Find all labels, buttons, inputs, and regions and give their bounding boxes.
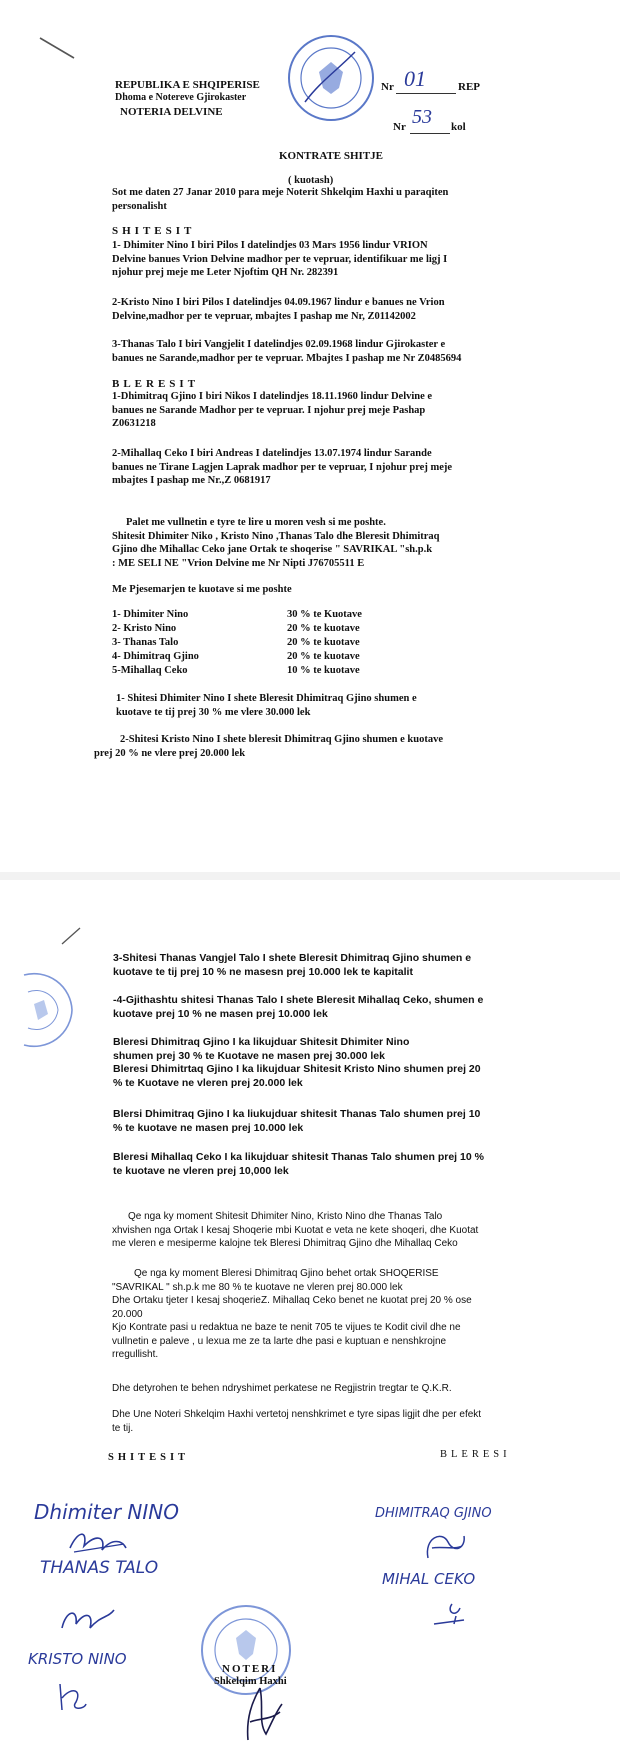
text-line: Shitesit Dhimiter Niko , Kristo Nino ,Thanas Talo dhe Bleresit Dhimitraq — [112, 530, 440, 542]
text-line: kuotave te tij prej 10 % ne masesn prej 10.000 lek te kapitalit — [113, 965, 413, 978]
signature-name-mihal-ceko: MIHAL CEKO — [382, 1570, 476, 1588]
text-line: Blersi Dhimitraq Gjino I ka liukujduar shitesit Thanas Talo shumen prej 10 — [113, 1108, 481, 1120]
intro-line: Sot me daten 27 Janar 2010 para meje Noterit Shkelqim Haxhi u paraqiten — [112, 187, 449, 198]
quota-share: 30 % te Kuotave — [287, 609, 362, 620]
text-line: Palet me vullnetin e tyre te lire u moren vesh si me poshte. — [126, 517, 386, 528]
nr2-underline — [410, 133, 450, 134]
sellers-signature-label: SHITESIT — [108, 1452, 190, 1463]
text-line: Delvine banues Vrion Delvine madhor per te vepruar, identifikuar me ligj I — [112, 253, 448, 265]
paragraph-ownership-transfer — [112, 1210, 592, 1251]
pencil-mark — [38, 36, 78, 62]
text-line: % te Kuotave ne vleren prej 20.000 lek — [113, 1076, 303, 1089]
text-line: 20.000 — [112, 1308, 143, 1320]
text-line: Bleresi Dhimitraq Gjino I ka likujduar Shitesit Dhimiter Nino — [113, 1036, 410, 1048]
text-line: banues ne Sarande Madhor per te vepruar. I njohur prej meje Pashap — [112, 404, 426, 416]
nr2-value: 53 — [412, 106, 432, 128]
nr2-label: Nr — [393, 121, 406, 133]
text-line: 1-Dhimitraq Gjino I biri Nikos I datelindjes 18.11.1960 lindur Delvine e — [112, 391, 433, 402]
seller-2 — [112, 296, 562, 323]
notary-stamp — [285, 32, 377, 124]
seller-3 — [112, 338, 562, 365]
text-line: Qe nga ky moment Bleresi Dhimitraq Gjino behet ortak SHOQERISE — [134, 1268, 439, 1279]
text-line: 2-Kristo Nino I biri Pilos I datelindjes 04.09.1967 lindur e banues ne Vrion — [112, 297, 445, 308]
text-line: Z0631218 — [112, 418, 156, 429]
signature-scribble — [418, 1528, 474, 1568]
kol-label: kol — [451, 121, 466, 133]
text-line: 1- Shitesi Dhimiter Nino I shete Bleresit Dhimitraq Gjino shumen e — [116, 693, 417, 704]
signature-scribble — [52, 1680, 92, 1716]
document-subtitle: ( kuotash) — [288, 175, 334, 186]
header-chamber: Dhoma e Noterеve Gjirokaster — [115, 92, 247, 103]
quota-name: 3- Thanas Talo — [112, 637, 179, 648]
quota-heading: Me Pjesemarjen te kuotave si me poshte — [112, 584, 292, 595]
document-title: KONTRATE SHITJE — [279, 150, 384, 162]
paragraph-registry: Dhe detyrohen te behen ndryshimet perkatese ne Regjistrin tregtar te Q.K.R. — [112, 1383, 452, 1394]
quota-share: 20 % te kuotave — [287, 623, 360, 634]
text-line: Dhe Ortaku tjeter I kesaj shoqerieZ. Mihallaq Ceko benet ne kuotat prej 20 % ose — [112, 1295, 472, 1306]
text-line: % te kuotave ne masen prej 10.000 lek — [113, 1121, 304, 1134]
intro-line: personalisht — [112, 200, 167, 212]
text-line: mbajtes I pashap me Nr.,Z 0681917 — [112, 475, 271, 486]
liquidation-1 — [113, 1036, 583, 1090]
text-line: Qe nga ky moment Shitesit Dhimiter Nino, Kristo Nino dhe Thanas Talo — [128, 1211, 443, 1222]
notary-signature — [240, 1682, 286, 1744]
transfer-4 — [113, 994, 583, 1021]
quota-name: 5-Mihallaq Ceko — [112, 665, 188, 676]
text-line: njohur prej meje me Leter Njoftim QH Nr. 282391 — [112, 267, 339, 278]
page-1 — [0, 0, 620, 872]
text-line: : ME SELI NE "Vrion Delvine me Nr Nipti J76705511 E — [112, 557, 365, 569]
signature-scribble — [66, 1526, 130, 1556]
nr-label: Nr — [381, 81, 394, 93]
parties-agreement — [112, 516, 572, 570]
page-2 — [0, 880, 620, 1752]
quota-name: 1- Dhimiter Nino — [112, 609, 189, 620]
text-line: Kjo Kontrate pasi u redaktua ne baze te nenit 705 te vijues te Kodit civil dhe ne — [112, 1322, 461, 1333]
text-line: 1- Dhimiter Nino I biri Pilos I datelindjes 03 Mars 1956 lindur VRION — [112, 240, 428, 251]
text-line: te tij. — [112, 1422, 134, 1434]
nr-value: 01 — [404, 66, 426, 91]
signature-name-dhimiter-nino: Dhimiter NINO — [34, 1500, 179, 1524]
text-line: te kuotave ne vleren prej 10,000 lek — [113, 1164, 289, 1177]
signature-name-kristo-nino: KRISTO NINO — [28, 1650, 127, 1668]
signature-name-dhimitraq-gjino: DHIMITRAQ GJINO — [375, 1506, 492, 1521]
transfer-1 — [116, 692, 566, 719]
text-line: banues ne Tirane Lagjen Laprak madhor per te vepruar, I njohur prej meje — [112, 461, 453, 473]
text-line: -4-Gjithashtu shitesi Thanas Talo I shete Bleresit Mihallaq Ceko, shumen e — [113, 994, 484, 1006]
pencil-mark — [60, 926, 82, 946]
buyers-heading: BLERESIT — [112, 378, 200, 390]
text-line: prej 20 % ne vlere prej 20.000 lek — [94, 747, 246, 759]
header-notary-office: NOTERIA DELVINE — [120, 106, 223, 118]
notary-label: NOTERI — [222, 1663, 278, 1675]
buyer-2 — [112, 447, 562, 488]
text-line: 2-Shitesi Kristo Nino I shete bleresit Dhimitraq Gjino shumen e kuotave — [120, 734, 443, 745]
header-republic: REPUBLIKA E SHQIPERISE — [115, 79, 260, 91]
intro — [112, 186, 552, 213]
transfer-3 — [113, 952, 583, 979]
notary-name: Shkelqim Haxhi — [214, 1676, 287, 1687]
nr-underline — [396, 93, 456, 94]
quota-name: 2- Kristo Nino — [112, 623, 177, 634]
text-line: me vleren e mesiperme kalojne tek Bleresi Dhimitraq Gjino dhe Mihallaq Ceko — [112, 1238, 458, 1249]
page-gap — [0, 872, 620, 880]
quota-share: 20 % te kuotave — [287, 651, 360, 662]
liquidation-3 — [113, 1151, 583, 1178]
text-line: "SAVRIKAL " sh.p.k me 80 % te kuotave ne vleren prej 80.000 lek — [112, 1281, 403, 1293]
text-line: Dhe Une Noteri Shkelqim Haxhi vertetoj nenshkrimet e tyre sipas ligjit dhe per efekt — [112, 1409, 482, 1420]
text-line: Bleresi Mihallaq Ceko I ka likujduar shitesit Thanas Talo shumen prej 10 % — [113, 1151, 484, 1163]
rep-label: REP — [458, 81, 480, 93]
text-line: Delvine,madhor per te vepruar, mbajtes I pashap me Nr, Z01142002 — [112, 310, 416, 322]
seller-1 — [112, 239, 562, 280]
text-line: rregullisht. — [112, 1349, 159, 1360]
liquidation-2 — [113, 1108, 583, 1135]
signature-scribble — [430, 1598, 470, 1630]
paragraph-notary-certification — [112, 1408, 592, 1435]
text-line: kuotave prej 10 % ne masen prej 10.000 lek — [113, 1007, 328, 1020]
signature-scribble — [56, 1602, 120, 1634]
text-line: xhvishen nga Ortak I kesaj Shoqerie mbi Kuotat e veta ne kete shoqeri, dhe Kuotat — [112, 1224, 479, 1236]
text-line: shumen prej 30 % te Kuotave ne masen prej 30.000 lek — [113, 1049, 385, 1062]
text-line: kuotave te tij prej 30 % me vlere 30.000 lek — [116, 706, 311, 718]
transfer-2 — [94, 733, 564, 760]
paragraph-new-partner — [112, 1267, 592, 1362]
buyer-1 — [112, 390, 562, 431]
quota-share: 10 % te kuotave — [287, 665, 360, 676]
text-line: 3-Thanas Talo I biri Vangjelit I datelindjes 02.09.1968 lindur Gjirokaster e — [112, 339, 446, 350]
text-line: vullnetin e paleve , u lexua me ze ta larte dhe pasi e kuptuan e nenshkrojne — [112, 1335, 447, 1347]
partial-stamp — [14, 970, 76, 1050]
text-line: 3-Shitesi Thanas Vangjel Talo I shete Bleresit Dhimitraq Gjino shumen e — [113, 952, 472, 964]
sellers-heading: SHITESIT — [112, 225, 196, 237]
text-line: 2-Mihallaq Ceko I biri Andreas I datelindjes 13.07.1974 lindur Sarande — [112, 448, 432, 459]
text-line: banues ne Sarande,madhor per te vepruar. Mbajtes I pashap me Nr Z0485694 — [112, 352, 462, 364]
quota-name: 4- Dhimitraq Gjino — [112, 651, 199, 662]
text-line: Bleresi Dhimitrtaq Gjino I ka likujduar Shitesit Kristo Nino shumen prej 20 — [113, 1063, 481, 1075]
text-line: Gjino dhe Mihallac Ceko jane Ortak te shoqerise " SAVRIKAL "sh.p.k — [112, 544, 433, 555]
quota-share: 20 % te kuotave — [287, 637, 360, 648]
signature-name-thanas-talo: THANAS TALO — [40, 1558, 159, 1578]
buyers-signature-label: BLERESI — [440, 1449, 511, 1460]
